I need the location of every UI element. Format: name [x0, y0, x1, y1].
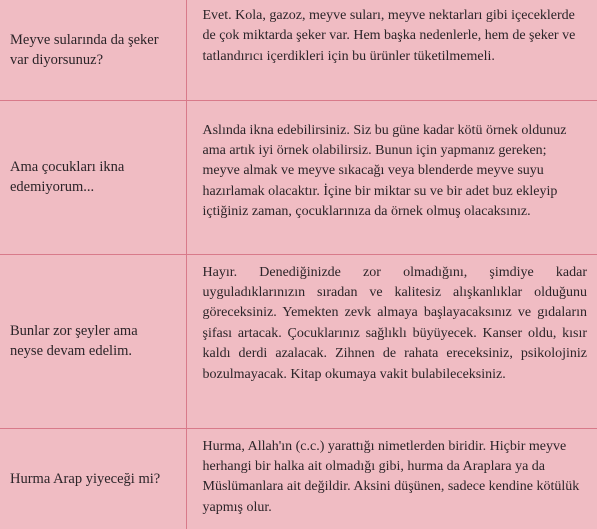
- table-row: [0, 428, 597, 529]
- table-row: [0, 0, 597, 100]
- question-text: Hurma Arap yiyeceği mi?: [10, 470, 161, 487]
- question-cell: [0, 0, 186, 100]
- question-text: Ama çocukları ikna edemiyorum...: [10, 159, 125, 195]
- answer-text: Evet. Kola, gazoz, meyve suları, meyve nektarları gibi içeceklerde de çok miktarda şeker var. Hem başka nedenlerle, hem de şeker ve tatlandırıcı içerdikleri için bu ürünler tüketilmemeli.: [202, 8, 576, 64]
- question-cell: [0, 254, 186, 428]
- answer-text: Hayır. Denediğinizde zor olmadığını, şimdiye kadar uyguladıklarınızın sıradan ve kalitesiz alışkanlıklar olduğunu göreceksiniz. Yemekten zevk almaya başlayacaksınız ve gıdaların şifası artacak. Çocuklarınız sağlıklı büyüyecek. Kanser oldu, kısır kaldı derdi azalacak. Zihnen de rahata ereceksiniz, psikolojiniz bozulmayacak. Kitap okumaya vakit bulabileceksiniz.: [202, 264, 587, 382]
- answer-text: Hurma, Allah'ın (c.c.) yarattığı nimetlerden biridir. Hiçbir meyve herhangi bir halka ait olmadığı gibi, hurma da Araplara ya da Müslümanlara ait değildir. Aksini düşünen, sadece kendine kötülük yapmış olur.: [202, 438, 580, 515]
- question-text: Meyve sularında da şeker var diyorsunuz?: [10, 31, 159, 68]
- question-cell: [0, 100, 186, 254]
- table-row: [0, 100, 597, 254]
- answer-cell: [186, 254, 597, 428]
- question-text: Bunlar zor şeyler ama neyse devam edelim.: [10, 323, 138, 359]
- question-cell: [0, 428, 186, 529]
- answer-cell: [186, 0, 597, 100]
- table-row: [0, 254, 597, 428]
- answer-text: Aslında ikna edebilirsiniz. Siz bu güne kadar kötü örnek oldunuz ama artık iyi örnek olabilirsiz. Bunun için yapmanız gereken; meyve almak ve meyve sıkacağı veya blenderde meyve suyu hazırlamak olacaktır. İçine bir miktar su ve bir adet buz ekleyip içtiğiniz zaman, çocuklarınıza da örnek olmuş olacaksınız.: [202, 122, 567, 220]
- answer-cell: [186, 428, 597, 529]
- answer-cell: [186, 100, 597, 254]
